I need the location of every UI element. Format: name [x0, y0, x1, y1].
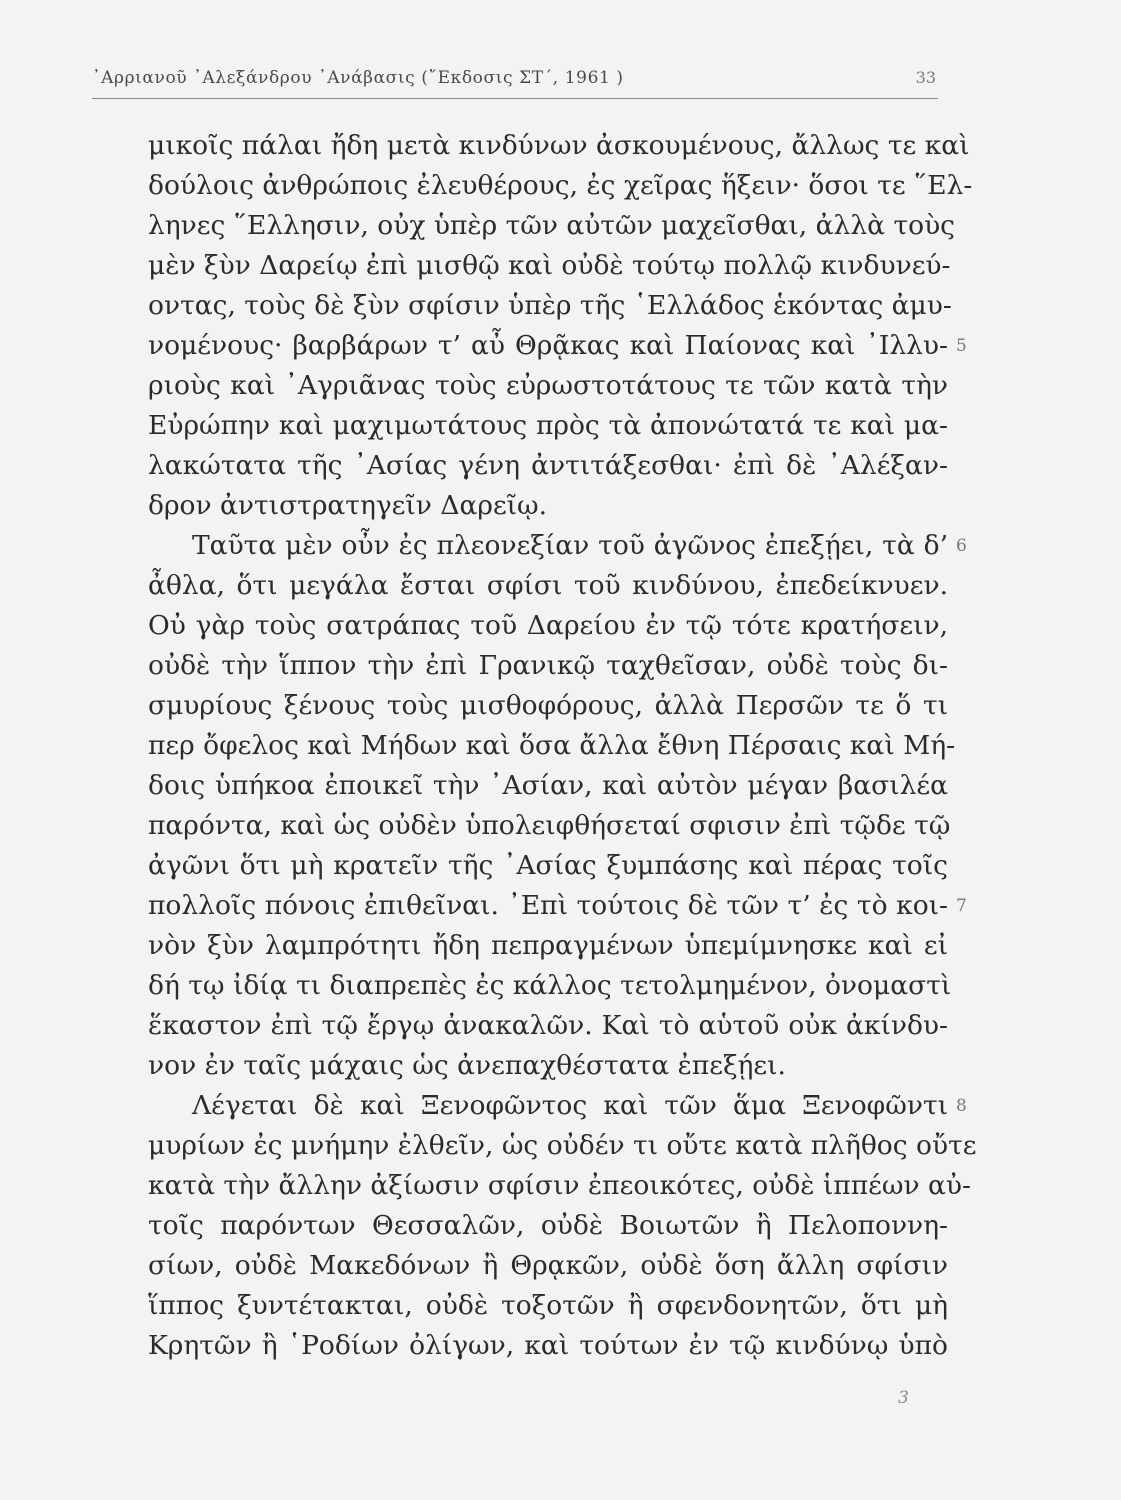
text-line — [148, 646, 948, 686]
line-text: οντας, τοὺς δὲ ξὺν σφίσιν ὑπὲρ τῆς ῾Ελλάδος ἑκόντας ἀμυ- — [148, 290, 952, 321]
line-text: νομένους· βαρβάρων τ’ αὖ Θρᾷκας καὶ Παίονας καὶ ᾿Ιλλυ- — [148, 330, 948, 361]
text-line — [148, 1046, 948, 1086]
line-text: δρον ἀντιστρατηγεῖν Δαρεῖῳ. — [148, 490, 548, 521]
text-line — [148, 1246, 948, 1286]
line-text: Εὐρώπην καὶ μαχιμωτάτους πρὸς τὰ ἀπονώτατά τε καὶ μα- — [148, 410, 948, 441]
line-text: παρόντα, καὶ ὡς οὐδὲν ὑπολειφθήσεταί σφισιν ἐπὶ τῷδε τῷ — [148, 810, 951, 841]
text-line — [148, 406, 948, 446]
section-number: 6 — [956, 536, 967, 556]
line-text: Κρητῶν ἢ ῾Ροδίων ὀλίγων, καὶ τούτων ἐν τῷ κινδύνῳ ὑπὸ — [148, 1330, 948, 1361]
line-text: μυρίων ἐς μνήμην ἐλθεῖν, ὡς οὐδέν τι οὔτε κατὰ πλῆθος οὔτε — [148, 1130, 977, 1161]
line-text: ἕκαστον ἐπὶ τῷ ἔργῳ ἀνακαλῶν. Καὶ τὸ αὑτοῦ οὐκ ἀκίνδυ- — [148, 1010, 948, 1041]
text-line — [148, 1326, 948, 1366]
line-text: νον ἐν ταῖς μάχαις ὡς ἀνεπαχθέστατα ἐπεξῄει. — [148, 1050, 786, 1081]
line-text: ληνες ῞Ελλησιν, οὐχ ὑπὲρ τῶν αὐτῶν μαχεῖσθαι, ἀλλὰ τοὺς — [148, 210, 956, 241]
text-line — [148, 326, 967, 366]
line-text: πολλοῖς πόνοις ἐπιθεῖναι. ᾿Επὶ τούτοις δὲ τῶν τ’ ἐς τὸ κοι- — [148, 890, 948, 921]
text-line — [148, 526, 967, 566]
text-line — [148, 766, 948, 806]
body-text — [148, 126, 977, 1366]
page-number: 33 — [915, 68, 936, 87]
text-line — [148, 486, 948, 526]
line-text: Ταῦτα μὲν οὖν ἐς πλεονεξίαν τοῦ ἀγῶνος ἐπεξῄει, τὰ δ’ — [192, 530, 948, 561]
line-text: σμυρίους ξένους τοὺς μισθοφόρους, ἀλλὰ Περσῶν τε ὅ τι — [148, 690, 948, 721]
line-text: ριοὺς καὶ ᾿Αγριᾶνας τοὺς εὐρωστοτάτους τε τῶν κατὰ τὴν — [148, 370, 948, 401]
text-line — [148, 1006, 948, 1046]
text-line — [148, 206, 956, 246]
line-text: δή τῳ ἰδίᾳ τι διαπρεπὲς ἐς κάλλος τετολμημένον, ὀνομαστὶ — [148, 970, 952, 1001]
line-text: νὸν ξὺν λαμπρότητι ἤδη πεπραγμένων ὑπεμίμνησκε καὶ εἰ — [148, 930, 948, 961]
line-text: μὲν ξὺν Δαρείῳ ἐπὶ μισθῷ καὶ οὐδὲ τούτῳ πολλῷ κινδυνεύ- — [148, 250, 951, 281]
text-line — [148, 1286, 948, 1326]
text-line — [148, 1166, 971, 1206]
text-line — [148, 1206, 948, 1246]
text-line — [148, 726, 956, 766]
line-text: οὐδὲ τὴν ἵππον τὴν ἐπὶ Γρανικῷ ταχθεῖσαν, οὐδὲ τοὺς δι- — [148, 650, 948, 681]
section-number: 5 — [956, 336, 967, 356]
running-head-title: ᾿Αρριανοῦ ᾿Αλεξάνδρου ᾿Ανάβασις (῎Εκδοσις ΣΤ΄, 1961 ) — [92, 68, 624, 88]
text-line — [148, 606, 948, 646]
line-text: τοῖς παρόντων Θεσσαλῶν, οὐδὲ Βοιωτῶν ἢ Πελοποννη- — [148, 1210, 948, 1241]
text-line — [148, 126, 970, 166]
text-line — [148, 926, 948, 966]
line-text: περ ὄφελος καὶ Μήδων καὶ ὅσα ἄλλα ἔθνη Πέρσαις καὶ Μή- — [148, 730, 956, 761]
line-text: Οὐ γὰρ τοὺς σατράπας τοῦ Δαρείου ἐν τῷ τότε κρατήσειν, — [148, 610, 948, 641]
line-text: μικοῖς πάλαι ἤδη μετὰ κινδύνων ἀσκουμένους, ἄλλως τε καὶ — [148, 130, 970, 161]
text-line — [148, 806, 951, 846]
signature-mark: 3 — [898, 1388, 909, 1408]
line-text: δούλοις ἀνθρώποις ἐλευθέρους, ἐς χεῖρας ἥξειν· ὅσοι τε ῞Ελ- — [148, 170, 973, 201]
line-text: ἀγῶνι ὅτι μὴ κρατεῖν τῆς ᾿Ασίας ξυμπάσης καὶ πέρας τοῖς — [148, 850, 948, 881]
text-line — [148, 366, 948, 406]
section-number: 7 — [956, 896, 967, 916]
text-line — [148, 246, 951, 286]
line-text: Λέγεται δὲ καὶ Ξενοφῶντος καὶ τῶν ἅμα Ξενοφῶντι — [192, 1090, 948, 1121]
line-text: ἵππος ξυντέτακται, οὐδὲ τοξοτῶν ἢ σφενδονητῶν, ὅτι μὴ — [148, 1290, 948, 1321]
text-line — [148, 1126, 977, 1166]
text-line — [148, 566, 948, 606]
line-text: δοις ὑπήκοα ἐποικεῖ τὴν ᾿Ασίαν, καὶ αὐτὸν μέγαν βασιλέα — [148, 770, 948, 801]
text-line — [148, 686, 948, 726]
text-line — [148, 886, 967, 926]
running-head — [92, 58, 938, 99]
text-line — [148, 446, 948, 486]
line-text: λακώτατα τῆς ᾿Ασίας γένη ἀντιτάξεσθαι· ἐπὶ δὲ ᾿Αλέξαν- — [148, 450, 948, 481]
text-line — [148, 1086, 967, 1126]
text-line — [148, 286, 952, 326]
line-text: σίων, οὐδὲ Μακεδόνων ἢ Θρᾳκῶν, οὐδὲ ὅση ἄλλη σφίσιν — [148, 1250, 948, 1281]
text-line — [148, 846, 948, 886]
section-number: 8 — [956, 1096, 967, 1116]
line-text: κατὰ τὴν ἄλλην ἀξίωσιν σφίσιν ἐπεοικότες, οὐδὲ ἱππέων αὐ- — [148, 1170, 971, 1201]
text-line — [148, 166, 973, 206]
text-line — [148, 966, 952, 1006]
line-text: ἆθλα, ὅτι μεγάλα ἔσται σφίσι τοῦ κινδύνου, ἐπεδείκνυεν. — [148, 570, 948, 601]
